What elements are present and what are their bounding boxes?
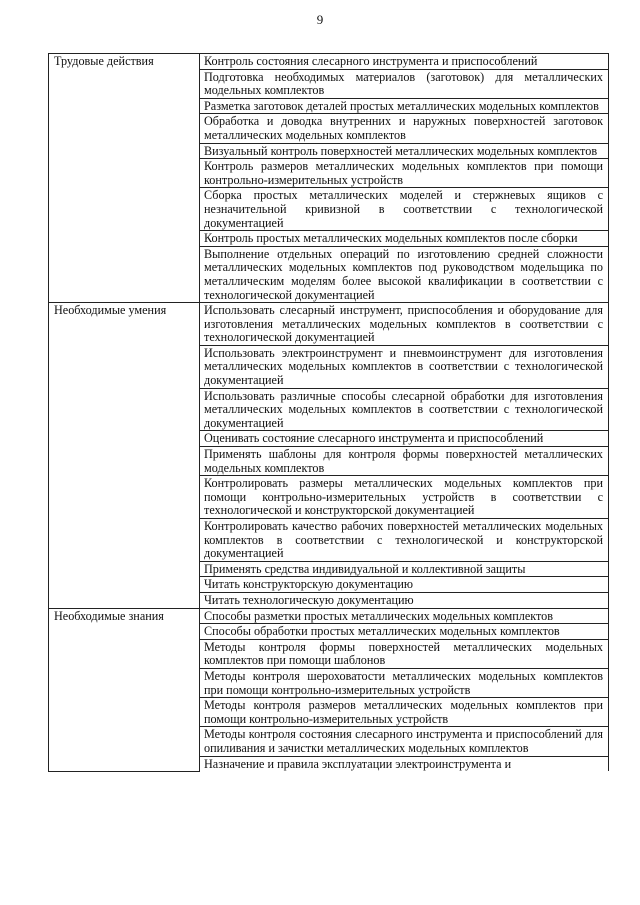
requirement-item: Контролировать качество рабочих поверхностей металлических модельных комплектов в соответствии с технологической и конструкторской документацией xyxy=(200,519,609,562)
section-label: Трудовые действия xyxy=(49,54,200,303)
requirement-item: Способы разметки простых металлических модельных комплектов xyxy=(200,608,609,624)
requirement-item: Контроль размеров металлических модельных комплектов при помощи контрольно-измерительных устройств xyxy=(200,159,609,188)
page-number: 9 xyxy=(316,12,324,27)
requirement-item: Использовать слесарный инструмент, приспособления и оборудование для изготовления металлических модельных комплектов в соответствии с технологической документацией xyxy=(200,303,609,346)
requirement-item: Применять средства индивидуальной и коллективной защиты xyxy=(200,561,609,577)
requirement-item: Сборка простых металлических моделей и стержневых ящиков с незначительной кривизной в соответствии с технологической документацией xyxy=(200,188,609,231)
table-row xyxy=(49,303,609,346)
requirement-item: Применять шаблоны для контроля формы поверхностей металлических модельных комплектов xyxy=(200,447,609,476)
requirement-item: Использовать различные способы слесарной обработки для изготовления металлических модельных комплектов в соответствии с технологической документацией xyxy=(200,388,609,431)
requirement-item: Методы контроля шероховатости металлических модельных комплектов при помощи контрольно-измерительных устройств xyxy=(200,668,609,697)
requirement-item: Использовать электроинструмент и пневмоинструмент для изготовления металлических модельных комплектов в соответствии с технологической документацией xyxy=(200,345,609,388)
section-label: Необходимые знания xyxy=(49,608,200,771)
requirement-item: Назначение и правила эксплуатации электроинструмента и xyxy=(200,756,609,771)
requirement-item: Читать технологическую документацию xyxy=(200,592,609,608)
requirement-item: Методы контроля состояния слесарного инструмента и приспособлений для опиливания и зачистки металлических модельных комплектов xyxy=(200,727,609,756)
requirement-item: Подготовка необходимых материалов (заготовок) для металлических модельных комплектов xyxy=(200,69,609,98)
requirement-item: Контроль простых металлических модельных комплектов после сборки xyxy=(200,231,609,247)
requirement-item: Разметка заготовок деталей простых металлических модельных комплектов xyxy=(200,98,609,114)
table-row xyxy=(49,608,609,624)
requirement-item: Выполнение отдельных операций по изготовлению средней сложности металлических модельных комплектов под руководством модельщика по металлическим моделям более высокой квалификации в соответствии с технологической документацией xyxy=(200,246,609,302)
requirement-item: Контролировать размеры металлических модельных комплектов при помощи контрольно-измерительных устройств в соответствии с технологической и конструкторской документацией xyxy=(200,476,609,519)
requirement-item: Обработка и доводка внутренних и наружных поверхностей заготовок металлических модельных комплектов xyxy=(200,114,609,143)
table-row xyxy=(49,54,609,70)
requirement-item: Способы обработки простых металлических модельных комплектов xyxy=(200,624,609,640)
requirement-item: Контроль состояния слесарного инструмента и приспособлений xyxy=(200,54,609,70)
requirement-item: Методы контроля формы поверхностей металлических модельных комплектов при помощи шаблонов xyxy=(200,639,609,668)
requirement-item: Читать конструкторскую документацию xyxy=(200,577,609,593)
requirements-table-body xyxy=(49,54,609,772)
requirement-item: Методы контроля размеров металлических модельных комплектов при помощи контрольно-измерительных устройств xyxy=(200,698,609,727)
requirement-item: Визуальный контроль поверхностей металлических модельных комплектов xyxy=(200,143,609,159)
requirements-table xyxy=(48,53,609,772)
section-label: Необходимые умения xyxy=(49,303,200,608)
requirement-item: Оценивать состояние слесарного инструмента и приспособлений xyxy=(200,431,609,447)
